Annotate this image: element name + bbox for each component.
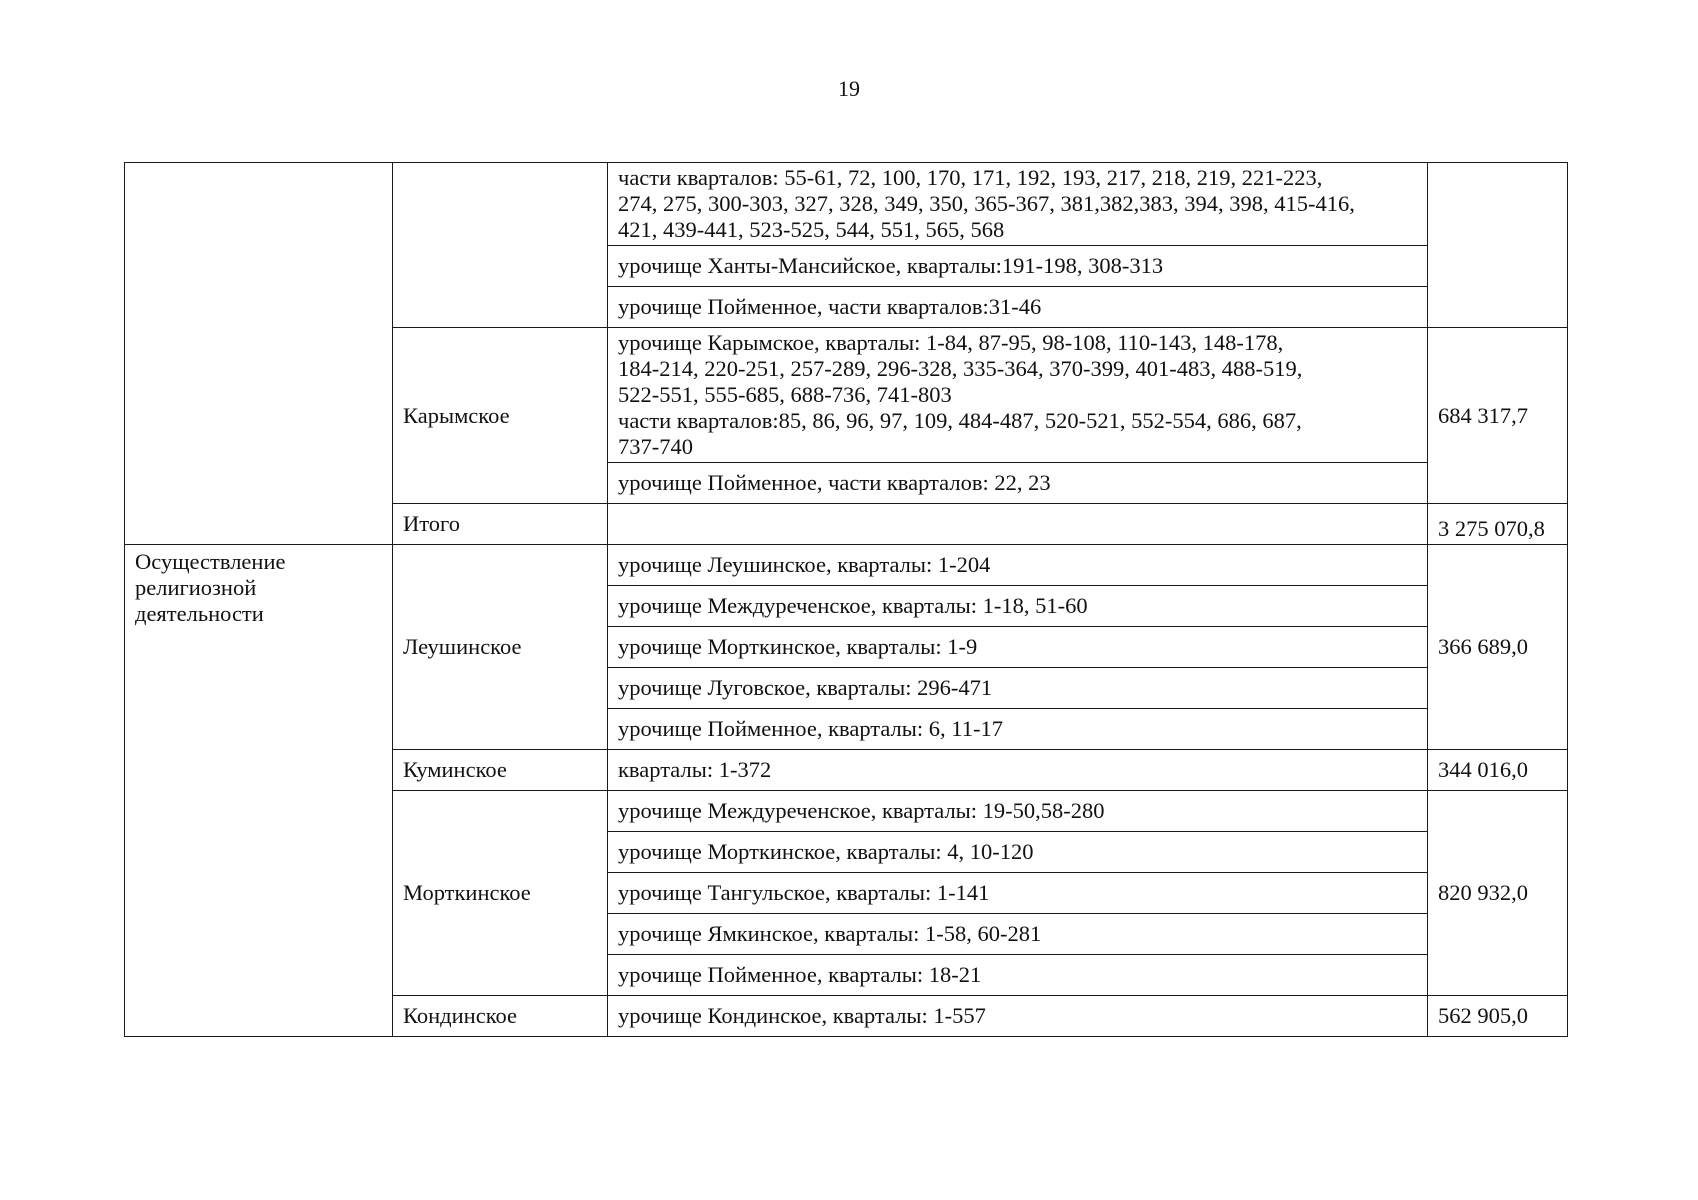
table-row: [125, 163, 1568, 246]
forestry-name: Кондинское: [393, 996, 608, 1037]
quarters-description: урочище Пойменное, части кварталов: 22, 23: [608, 463, 1428, 504]
area-value: 820 932,0: [1428, 791, 1568, 996]
page-number: 19: [838, 76, 860, 101]
purpose-cell-continued: [125, 163, 393, 545]
quarters-description: урочище Тангульское, кварталы: 1-141: [608, 873, 1428, 914]
quarters-description: урочище Пойменное, кварталы: 6, 11-17: [608, 709, 1428, 750]
area-cell-continued: [1428, 163, 1568, 328]
quarters-description: урочище Междуреченское, кварталы: 19-50,58-280: [608, 791, 1428, 832]
area-value: 366 689,0: [1428, 545, 1568, 750]
purpose-cell: Осуществление религиозной деятельности: [125, 545, 393, 1037]
area-value: 684 317,7: [1428, 328, 1568, 504]
quarters-description: урочище Морткинское, кварталы: 4, 10-120: [608, 832, 1428, 873]
forest-areas-table: [124, 162, 1568, 1037]
quarters-description: кварталы: 1-372: [608, 750, 1428, 791]
table-row: [125, 545, 1568, 586]
quarters-description: урочище Пойменное, кварталы: 18-21: [608, 955, 1428, 996]
area-value: 344 016,0: [1428, 750, 1568, 791]
quarters-description: урочище Ямкинское, кварталы: 1-58, 60-281: [608, 914, 1428, 955]
forestry-name: Морткинское: [393, 791, 608, 996]
forestry-name: Леушинское: [393, 545, 608, 750]
forestry-cell-continued: [393, 163, 608, 328]
quarters-description: урочище Луговское, кварталы: 296-471: [608, 668, 1428, 709]
area-value: 562 905,0: [1428, 996, 1568, 1037]
forestry-name: Куминское: [393, 750, 608, 791]
total-empty-cell: [608, 504, 1428, 545]
total-label: Итого: [393, 504, 608, 545]
quarters-description: урочище Кондинское, кварталы: 1-557: [608, 996, 1428, 1037]
quarters-description: урочище Ханты-Мансийское, кварталы:191-198, 308-313: [608, 246, 1428, 287]
forestry-name: Карымское: [393, 328, 608, 504]
total-area-value: 3 275 070,8: [1428, 504, 1568, 545]
quarters-description: урочище Междуреченское, кварталы: 1-18, 51-60: [608, 586, 1428, 627]
quarters-description: урочище Леушинское, кварталы: 1-204: [608, 545, 1428, 586]
quarters-description: части кварталов: 55-61, 72, 100, 170, 171, 192, 193, 217, 218, 219, 221-223, 274, 275, 300-303, 327, 328, 349, 350, 365-367, 381,382,383, 394, 398, 415-416, 421, 439-441, 523-525, 544, 551, 565, 568: [608, 163, 1428, 246]
quarters-description: урочище Морткинское, кварталы: 1-9: [608, 627, 1428, 668]
quarters-description: урочище Пойменное, части кварталов:31-46: [608, 287, 1428, 328]
quarters-description: урочище Карымское, кварталы: 1-84, 87-95, 98-108, 110-143, 148-178, 184-214, 220-251, 257-289, 296-328, 335-364, 370-399, 401-483, 488-519, 522-551, 555-685, 688-736, 741-803 части кварталов:85, 86, 96, 97, 109, 484-487, 520-521, 552-554, 686, 687, 737-740: [608, 328, 1428, 463]
